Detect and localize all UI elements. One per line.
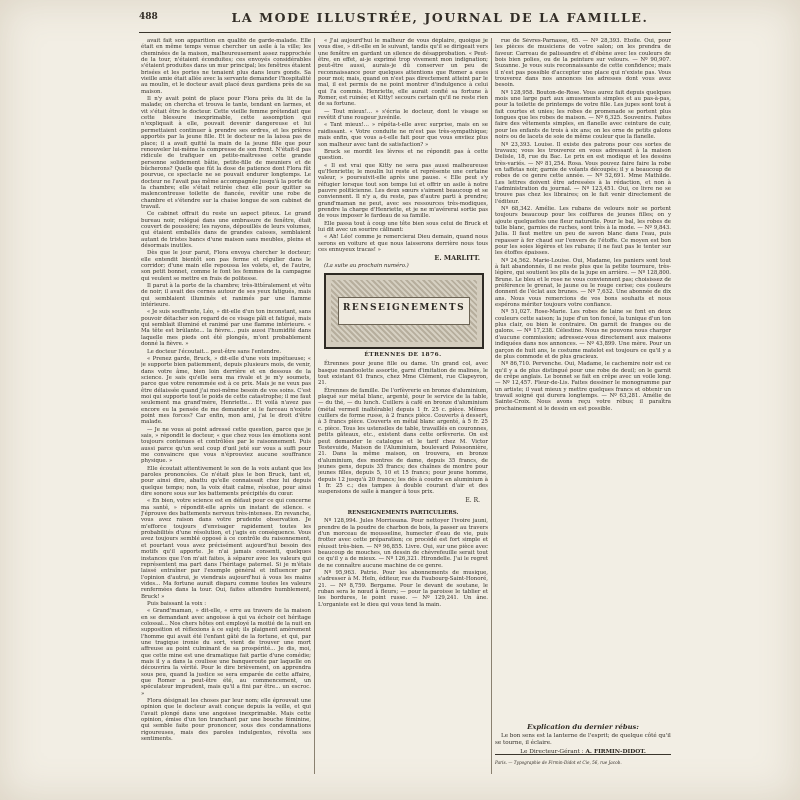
paragraph: Étrennes de famille. De l'orfèvrerie en bronze d'aluminium, plaqué sur métal blanc, argenté, pour le service de la table, — du thé, — du lunch. Cuillers à café en bronze d'aluminium (métal vermeil inaltérable) depuis 1 fr. 25 c. pièce. Mêmes cuillers de forme russe, à 2 francs pièce. Couverts à dessert, à 3 francs pièce. Couverts en métal blanc argenté, à 5 fr. 25 c. pièce. Tous les ustensiles de table, travaillés en couronnes, petits gâteaux, etc., existent dans cette orfèvrerie. On est peut demander le catalogue et le tarif chez M. Victor Testevuide, Maison de l'Aluminium, boulevard Poissonnière, 21. Dans la même maison, on trouvera, en bronze d'aluminium, des montres de dame, depuis 35 francs, de jeunes gens, depuis 35 francs; des chaînes de montre pour jeunes filles, depuis 5, 10 et 15 francs; pour jeune homme, depuis 12 jusqu'à 20 francs; les dés à coudre en aluminium à 1 fr. 25 c.; des tampes à double courant d'air et des suspensions de salle à manger à tous prix. <box>318 387 488 496</box>
rebus-explanation <box>495 723 671 755</box>
paragraph: — Je ne vous ai point adressé cette question, parce que je sais, » répondit le docteur, « que chez vous les émotions sont toujours contenues et contrôlées par le raisonnement. Puis aussi parce qu'un seul coup d'œil jeté sur vous a suffi pour me convaincre que vous n'éprouviez aucune souffrance physique. » <box>141 426 311 465</box>
paragraph: Le docteur l'écoutait... peut-être sans l'entendre. <box>147 348 282 355</box>
paragraph: Nº 128,994. Jules Morrissana. Pour nettoyer l'ivoire jauni, prendre de la poudre de charbon de bois, la passer au travers d'un morceau de mousseline, humecter d'eau de vie, puis frotter avec cette préparation; ce procédé est fort simple et réussit très-bien. — Nº 96,855. Livre. Oui, sur une pièce avec beaucoup de mouches, un dessin de chèvrefeuille serait tout ce qu'il y a de mieux. — Nº 126,321. Hirondelle. J'ai le regret de ne connaître aucune machine de ce genre. <box>318 518 488 569</box>
column-1 <box>141 38 311 774</box>
paragraph: Nº 68,342. Amélie. Les rubans de velours noir se portent toujours beaucoup pour les coiffures de jeunes filles; on y ajoute quelquefois une fleur naturelle. Pour le bal, les robes de tulle blanc, garnies de ruches, sont très à la mode. — Nº 9,843. Julia. Il faut mettre un peu de savon blanc dans l'eau, puis repasser à fer chaud sur l'envers de l'étoffe. Ce moyen est bon pour les soies légères et les rubans; il ne faut pas le tenter sur les étoffes épaisses. <box>495 205 671 257</box>
paragraph: Nº 24,562. Marie-Louise. Oui, Madame, les paniers sont tout à fait abandonnés, il ne reste plus que la petite tournure, très-légère, qui soutient les plis de la jupe en arrière. — Nº 128,800. Brune. Le bleu et le rose ne vous conviennent pas; choisissez de préférence le grenat, le jaune ou le rouge cerise; ces couleurs donnent de l'éclat aux brunes. — Nº 7,632. Une abonnée de dix ans. Nous vous remercions de vos bons souhaits et nous espérons mériter toujours votre confiance. <box>495 257 671 309</box>
paragraph: Il n'y avait point de place pour Flora près du lit de la malade; on chercha et trouva le tante, tendant en larmes, et vit s'était être le docteur. Cette vieille femme prétendait que cette blessure inexprimable, cette assomption qui n'expliquait à elle, pouvait devenir dangereuse et lui permettaient continuer à prendre ses ordres, et les prières apportés par la jeune fille. Et le docteur ne la laissa pas de place; il a avait quitté la main de la jeune fille que pour renouveler lui-même la compresse de son front. N'était-il pas ridicule de trafiquer en petite-maîtresse cette grande personne solidement bâtie, petite-fille de meuniers et de bûcherons? Quelle que fût la dose de patience dont Flora fût pourvue, ce spectacle ne se pouvait endurer longtemps. Le docteur ne l'avait pas même accompagnée jusqu'à la porte de la chambre; elle s'était retirée chez elle pour quitter sa malencontreuse toilette de fiancée, revêtir une robe de chambre et s'étendre sur la chaise longue de son cabinet de travail. <box>141 96 311 210</box>
rebus-title: Explication du dernier rébus: <box>527 723 639 731</box>
column-divider <box>491 38 492 774</box>
paragraph: Elle passa tout à coup une tête bien sous celui de Bruck et lui dit avec un sourire câlinant: <box>318 220 488 233</box>
rebus-text: Le bon sens est la lanterne de l'esprit; de quelque côté qu'il se tourne, il éclaire. <box>495 733 671 746</box>
particuliers-heading: RENSEIGNEMENTS PARTICULIERS. <box>347 509 459 516</box>
paragraph: avait fait son apparition en qualité de garde-malade. Elle était en même temps venue chercher un asile à la ville; les cheminées de la maison, malheureusement assez rapprochée de la tour, n'étaient éconduites; ces envoyés considérables s'étaient produites dans un mur principal; les fenêtres étaient brisées et les portes ne tenaient plus dans leurs gonds. Sa vieille amie était allée avec la servante demander l'hospitalité au moulin, et le docteur avait placé deux gardiens près de sa maison. <box>141 38 311 95</box>
renseignements-banner <box>324 273 484 349</box>
paragraph: Ce cabinet offrait du reste un aspect piteux. Le grand bureau noir, relégué dans une embrasure de fenêtre, était couvert de poussière; les rayons, dépouillés de leurs volumes, qui étaient emballés dans de grandes caisses, semblaient autant de tristes bancs d'une maison sans meubles, pleins et désormais inutiles. <box>141 211 311 249</box>
column-3 <box>495 38 671 716</box>
section-dateline: ÉTRENNES DE 1876. <box>364 352 442 359</box>
section-signature: E. R. <box>465 496 480 504</box>
paragraph: Elle écoutait attentivement le son de la voix autant que les paroles prononcées. Ce n'était plus le bon Bruck, tant et, pour ainsi dire, abattu qu'elle connaissait chez lui depuis quelque temps; non, la voix était calme, résolue, pour ainsi dire sonore sous sur les battements précipités du cœur. <box>141 465 311 498</box>
novel-signature: E. MARLITT. <box>434 254 480 263</box>
paragraph: Il parut à la porte de la chambre; très-littéralement et vêtu de noir; il avait des cernes autour de ses yeux fatigués, mais qui semblaient illuminés et ranimés par une flamme intérieure. <box>141 283 311 309</box>
paragraph: Étrennes pour jeune fille ou dame. Un grand col, avec basque mandoolette assortie, garni d'imitation de malines, le tout existant 61 francs, chez Mme Clément, rue Clapeyron, 21. <box>318 361 488 387</box>
page-number: 488 <box>139 12 158 22</box>
paragraph: — Tout mieux!... » s'écria le docteur, dont le visage se revêtit d'une rougeur juvénile. <box>318 108 488 122</box>
column-2 <box>318 38 488 774</box>
paragraph: Bruck se mordit les lèvres et ne répondit pas à cette question. <box>318 148 488 162</box>
director-label: Le Directeur-Gérant : <box>520 749 584 756</box>
footer-rule <box>495 754 671 755</box>
paragraph: Nº 95,963. Patrie. Pour les abonnements de musique, s'adresser à M. Heïn, éditeur, rue du Faubourg-Saint-Honoré, 21. — Nº 8,759. Bergame. Pour le devant de soutane, le ruban sera le nœud à fleurs; — pour la paroisse le tablier et les bordures, le point russe. — Nº 129,241. Un âne. L'organiste est le dieu qui vous tend la main. <box>318 570 488 608</box>
banner-title: RENSEIGNEMENTS <box>342 303 466 314</box>
paragraph: Puis baissant la voix : <box>147 600 207 607</box>
paragraph: Flora désignait les choses par leur nom; elle éprouvait une opinion que le docteur avait conçue depuis la veille, et qui l'avait plongé dans une angoisse inexprimable. Mais cette opinion, émise d'un ton tranchant par une bouche féminine, qui semble faite pour prononcer, sous des condamnations rigoureuses, mais des paroles indulgentes, révolta ses sentiments. <box>141 698 311 743</box>
continuation-note: (La suite au prochain numéro.) <box>324 262 409 269</box>
paragraph: Nº 51,027. Rose-Marie. Les robes de laine se font en deux couleurs cette saison; la jupe d'un ton foncé, la tunique d'un ton plus clair, ou bien le contraire. On garnit de franges ou de galons. — Nº 17,238. Célestine. Nous ne pouvons nous charger d'aucune commission; adressez-vous directement aux maisons indiquées dans nos annonces. — Nº 43,899. Une mère. Pour un garçon de huit ans, le costume matelot est toujours ce qu'il y a de plus commode et de plus gracieux. <box>495 309 671 360</box>
paragraph: rue de Sèvres-Parnasse, 65. — Nº 28,393. Étoile. Oui, pour les pièces de musiciens de votre salon; on les prendra de faveur. Carreau de palissandre et d'ébène avec les couleurs de bois bien polies, ou de la peinture sur velours. — Nº 90,907. Suzanne. Je vous suis reconnaissante de cette confidence; mais il n'est pas possible d'accepter une place qui n'existe pas. Vous trouverez dans nos annonces les adresses dont vous avez besoin. <box>495 38 671 89</box>
paragraph: « Ah! Léo! comme je remercierai Dieu demain, quand nous serons en voiture et que nous laisserons derrière nous tous ces ennuyeux tracas! » <box>318 234 488 253</box>
printer-imprint: Paris. — Typographie de Firmin-Didot et Cie, 56, rue Jacob. <box>495 760 622 765</box>
paragraph: « Prenez garde, Bruck, » dit-elle d'une voix impétueuse; « je supporte bien patiemment, depuis plusieurs mois, de venir, dans votre âme, bien loin derrière et en dessous de la science. Je sais qu'elle sera ma rivale et je m'y soumets, parce que votre renommée est à ce prix. Mais je ne veux pas être délaissée quand j'ai moi-même besoin de vos soins. C'est moi qui supporte tout le poids de cette catastrophe; il me faut seulement ma grand'mère, Henriette... Et voilà n'avez pas encore eu la pensée de me demander si le farceau n'existe point mes forces? Car enfin, mon ami, j'ai le droit d'être malade. <box>141 355 311 426</box>
paragraph: Dès que le jour parut, Flora envoya chercher le docteur; elle entendit bientôt son pas ferme et régulier dans le corridor; d'une main elle repoussa les volets, et, de l'autre, son petit bonnet, comme le font les femmes de la campagne qui veulent se mettre en frais de politesse. <box>141 250 311 282</box>
paragraph: Nº 86,710. Pervenche. Oui, Madame, le cachemire noir est ce qu'il y a de plus distingué pour une robe de deuil; on le garnit de crêpe anglais. Le bonnet se fait en crêpe avec un voile long. — Nº 12,457. Fleur-de-Lis. Faites dessiner le monogramme par un artiste; il vaut mieux y mettre quelques francs et obtenir un travail soigné qui durera longtemps. — Nº 63,281. Amélie de Sainte-Croix. Nous avons reçu votre rébus; il paraîtra prochainement si le dessin en est possible. <box>495 361 671 412</box>
header-rule <box>139 32 671 33</box>
paragraph: « Je suis souffrante, Léo, » dit-elle d'un ton inconstant, sans pouvoir détacher son regard de ce visage pâli et fatigué, mais qui semblait illuminé et ranimé par une flamme intérieure. « Ma tête est brûlante... la fièvre... puis aussi l'humidité dans laquelle mes pieds ont été plongés, m'ont probablement donné la fièvre. » <box>141 309 311 348</box>
paragraph: « Grand'maman, » dit-elle, « erre au travers de la maison en se demandant avec angoisse à qui va échoir cet héritage colossal... Nos chers hôtes ont employé la moitié de la nuit en supposition et réflexions à ce sujet; ils plaignent amèrement l'homme qui avait été l'enfant gâté de la fortune, et qui, par une tragique ironie du sort, vient de trouver une mort affreuse au point culminant de sa prospérité... Je dis, moi, que cette mine est une dramatique fait partie d'une comédie; mais il y a dans la coulisse une banqueroute par laquelle on découvrira la vérité. Pour le dire brièvement, on apprendra sous peu, quand la justice se sera emparée de cette affaire, que Romer a peut-être été, au commencement, un spéculateur imprudent, mais qu'il a fini par être... un escroc. » <box>141 608 311 697</box>
paragraph: Nº 128,958. Bouton-de-Rose. Vous aurez fait depuis quelques mois une large part aux amusements simples et au pas-à-pas, pour la toilette de printemps de votre fille. Les jupes sont tout à fait courtes et unies; les robes de promenade se portent plus longues que les robes de maison. — Nº 6,325. Souvenirs. Faites faire des vêtements simples, en flanelle avec ceinture de cuir, pour les enfants de trois à six ans; on les orne de petits galons noirs ou de lacets de soie de même couleur que la flanelle. <box>495 89 671 141</box>
page-header <box>0 10 800 30</box>
journal-title: LA MODE ILLUSTRÉE, JOURNAL DE LA FAMILLE. <box>231 10 649 25</box>
paragraph: Nº 23,393. Louise. Il existe des patrons pour ces sortes de travaux; vous les trouverez en vous adressant à la maison Delisle, 18, rue du Bac. Le prix en est modique et les dessins très-variés. — Nº 81,254. Rosa. Vous pouvez faire faire la robe en taffetas noir, garnie de volants découpés; il y a beaucoup de robes de ce genre cette année. — Nº 52,691. Mme Mathilde. Les lettres doivent être adressées à la rédaction, et non à l'administration du journal. — Nº 123,451. Oui, ce livre ne se trouve pas chez les libraires; on le fait venir directement de l'éditeur. <box>495 141 671 205</box>
paragraph: « En bien, votre science est en défaut pour ce qui concerne ma santé, » répondit-elle après un instant de silence. « J'éprouve des battements nerveux très-intenses. En revanche, vous avez raison dans votre prudente observation. Je m'efforce toujours d'envisager rapidement toutes les probabilités d'une résolution, et j'agis en conséquence. Vous avez toujours semblé opposé à ce contrôle du raisonnement, et pourtant vous avez précisément aujourd'hui besoin des motifs qu'il apporte. Je n'ai jamais consenti, quelques instances que l'on m'ait faites, à séparer avec les valeurs qui représentent ma part dans l'héritage paternel. Si je m'étais laissé entraîner par l'exemple général et influencer par l'opinion d'autrui, je viendrais aujourd'hui à vous les mains vides... Ma fortune aurait disparu comme toutes les valeurs renfermées dans la tour. Oui, faites attendre humblement, Bruck! » <box>141 498 311 600</box>
director-name: A. FIRMIN-DIDOT. <box>585 749 646 756</box>
paragraph: « Tant mieux!... » répéta-t-elle avec surprise, mais en se raidissant. « Votre conduite ne m'est pas très-sympathique; mais enfin, que vous a-t-elle fait pour que vous enviiez plus son malheur avec tant de satisfaction? » <box>318 122 488 148</box>
paragraph: « J'ai aujourd'hui le malheur de vous déplaire, quoique je vous dise, » dit-elle en le suivant, tandis qu'il se dirigeait vers une fenêtre en gardant un silence de désapprobation. « Peut-être, en effet, ai-je exprimé trop vivement mon indignation; peut-être aussi, aurais-je dû conserver un peu de reconnaissance pour quelques attentions que Romer a eues pour moi; mais, quand on n'est pas directement atteint par le mal, il est permis de ne point montrer d'indulgence à celui qui l'a commis. Henriette, elle aurait confié sa fortune à Romer, est ruinée; et Kitty! secours certain qu'il ne reste rien de sa fortune. <box>318 38 488 108</box>
column-divider <box>314 38 315 774</box>
paragraph: « Il est vrai que Kitty ne sera pas aussi malheureuse qu'Henriette; le moulin lui reste et représente une certaine valeur, » poursuivit-elle après une pause. « Elle peut s'y réfugier lorsque tout son temps lui et offrir un asile à notre pauvre politicienne. Les deux sœurs s'aiment beaucoup et se conviennent. Il n'y a, du reste, pas d'autre parti à prendre; grand'maman ne peut, avec ses ressources très-modiques, prendre la charge d'Henriette, et je ne m'avérerai sortie pas de vous imposer le fardeau de sa famille. <box>318 162 488 220</box>
